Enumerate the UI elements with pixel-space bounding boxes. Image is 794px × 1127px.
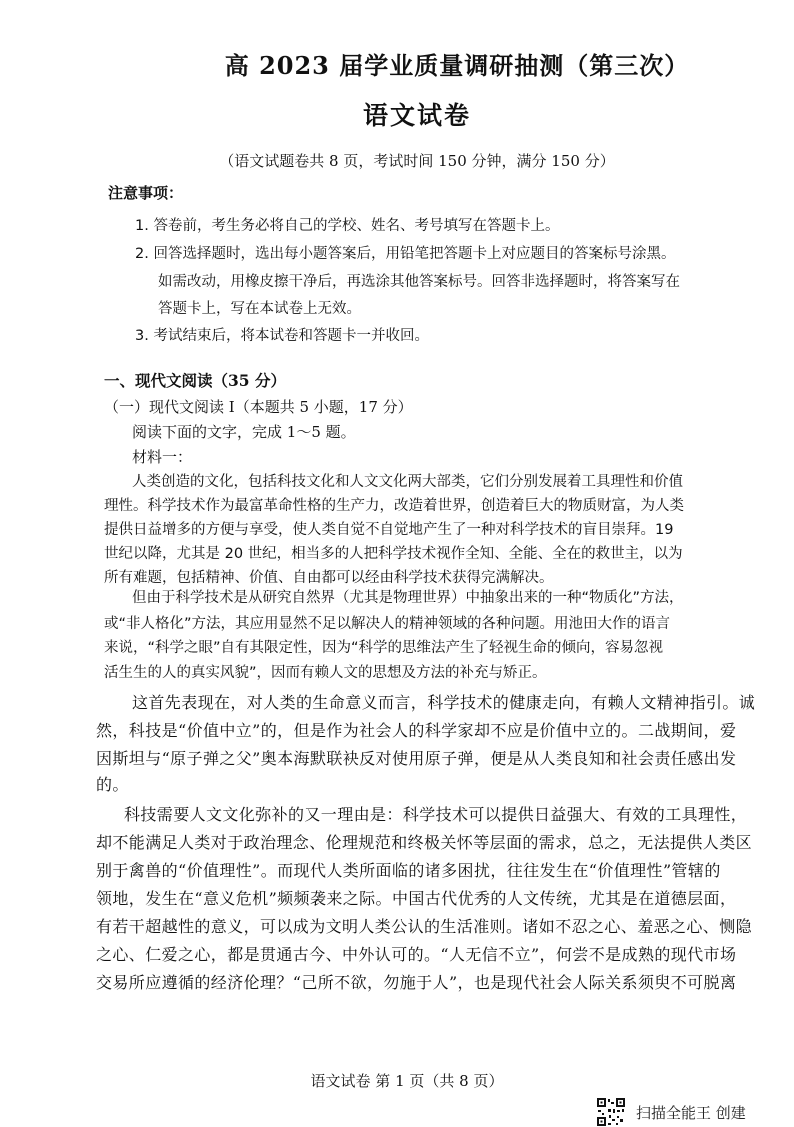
notice-heading: 注意事项： <box>108 184 184 202</box>
section-heading: 一、现代文阅读（35 分） <box>104 371 286 390</box>
passage-line: 科技需要人文文化弥补的又一理由是：科学技术可以提供日益强大、有效的工具理性， <box>124 805 748 824</box>
notice-item-2-cont-1: 如需改动，用橡皮擦干净后，再选涂其他答案标号。回答非选择题时，将答案写在 <box>158 274 680 290</box>
material-label: 材料一： <box>132 448 193 466</box>
scanner-label: 扫描全能王 创建 <box>636 1103 746 1122</box>
subsection-heading: （一）现代文阅读 Ⅰ（本题共 5 小题，17 分） <box>104 398 413 416</box>
passage-line: 活生生的人的真实风貌”，因而有赖人文的思想及方法的补充与矫正。 <box>104 665 547 681</box>
passage-line: 世纪以降，尤其是 20 世纪，相当多的人把科学技术视作全知、全能、全在的救世主，以为 <box>104 546 683 562</box>
passage-line: 因斯坦与“原子弹之父”奥本海默联袂反对使用原子弹，便是从人类良知和社会责任感出发 <box>96 749 737 768</box>
notice-item-3: 3. 考试结束后，将本试卷和答题卡一并收回。 <box>135 328 429 344</box>
passage-line: 人类创造的文化，包括科技文化和人文文化两大部类，它们分别发展着工具理性和价值 <box>132 474 683 490</box>
paper-subtitle: 语文试卷 <box>362 101 471 130</box>
passage-line: 却不能满足人类对于政治理念、伦理规范和终极关怀等层面的需求，总之，无法提供人类区 <box>96 833 753 852</box>
passage-line: 但由于科学技术是从研究自然界（尤其是物理世界）中抽象出来的一种“物质化”方法， <box>132 590 684 606</box>
passage-line: 别于禽兽的“价值理性”。而现代人类所面临的诸多困扰，往往发生在“价值理性”管辖的 <box>96 861 721 880</box>
passage-line: 或“非人格化”方法，其应用显然不足以解决人的精神领域的各种问题。用池田大作的语言 <box>104 616 671 632</box>
passage-line: 提供日益增多的方便与享受，使人类自觉不自觉地产生了一种对科学技术的盲目崇拜。19 <box>104 522 674 538</box>
scanner-watermark <box>596 1097 746 1127</box>
passage-line: 之心、仁爱之心，都是贯通古今、中外认可的。“人无信不立”，何尝不是成熟的现代市场 <box>96 945 737 964</box>
passage-line: 交易所应遵循的经济伦理？“己所不欲，勿施于人”，也是现代社会人际关系须臾不可脱离 <box>96 973 737 992</box>
passage-line: 领地，发生在“意义危机”频频袭来之际。中国古代优秀的人文传统，尤其是在道德层面， <box>96 889 737 908</box>
passage-line: 来说，“科学之眼”自有其限定性，因为“科学的思维法产生了轻视生命的倾向，容易忽视 <box>104 640 664 656</box>
passage-line: 所有难题，包括精神、价值、自由都可以经由科学技术获得完满解决。 <box>104 570 554 586</box>
passage-line: 理性。科学技术作为最富革命性格的生产力，改造着世界，创造着巨大的物质财富，为人类 <box>104 498 684 514</box>
page-footer: 语文试卷 第 1 页（共 8 页） <box>310 1072 504 1090</box>
passage-line: 这首先表现在，对人类的生命意义而言，科学技术的健康走向，有赖人文精神指引。诚 <box>132 693 756 712</box>
passage-line: 的。 <box>96 775 129 794</box>
notice-item-2: 2. 回答选择题时，选出每小题答案后，用铅笔把答题卡上对应题目的答案标号涂黑。 <box>135 246 676 262</box>
notice-item-1: 1. 答卷前，考生务必将自己的学校、姓名、考号填写在答题卡上。 <box>135 218 560 234</box>
exam-info: （语文试题卷共 8 页，考试时间 150 分钟，满分 150 分） <box>219 152 615 170</box>
passage-line: 有若干超越性的意义，可以成为文明人类公认的生活准则。诸如不忍之心、羞恶之心、恻隐 <box>96 917 753 936</box>
reading-instruction: 阅读下面的文字，完成 1～5 题。 <box>132 423 356 441</box>
passage-line: 然，科技是“价值中立”的，但是作为社会人的科学家却不应是价值中立的。二战期间，爱 <box>96 721 737 740</box>
notice-item-2-cont-2: 答题卡上，写在本试卷上无效。 <box>158 301 361 317</box>
qr-code-icon <box>596 1097 626 1127</box>
exam-title: 高 2023 届学业质量调研抽测（第三次） <box>224 51 690 80</box>
